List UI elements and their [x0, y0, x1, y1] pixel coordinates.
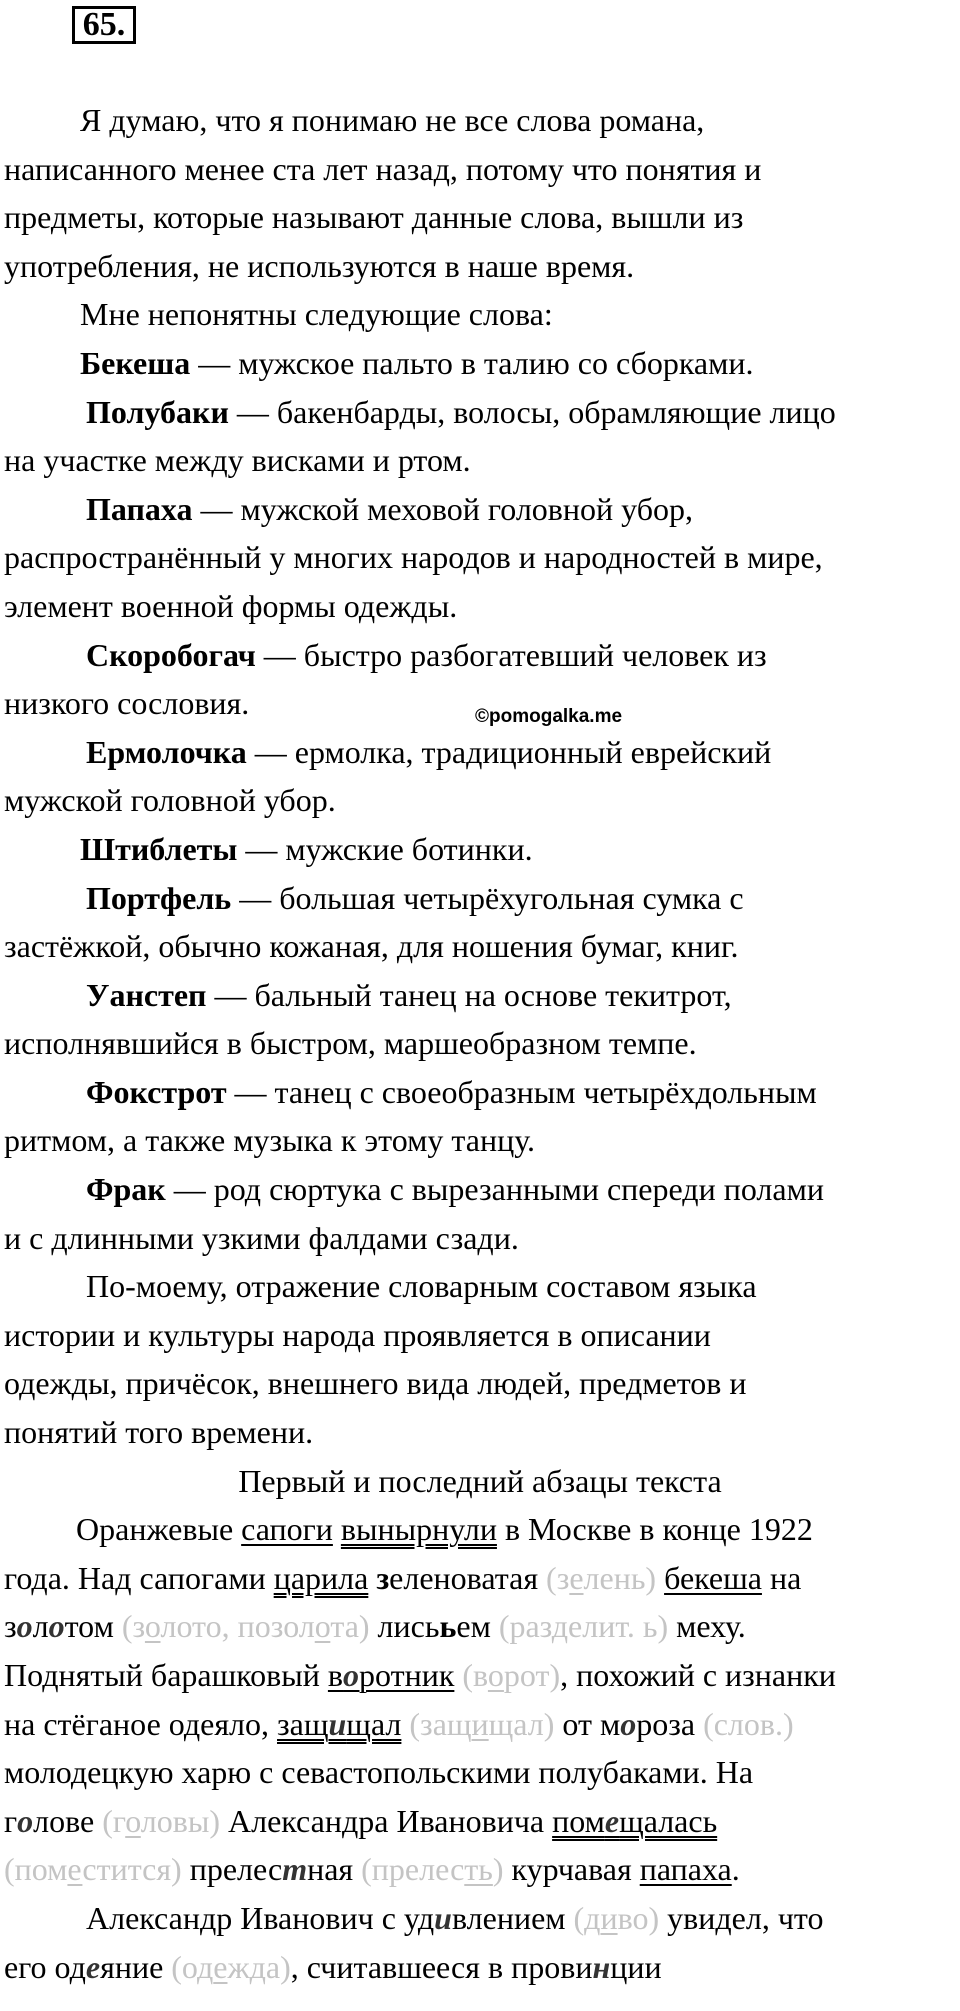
glossary-definition: большая четырёхугольная сумка с — [279, 879, 744, 916]
glossary-definition-cont: застёжкой, обычно кожаная, для ношения бумаг, книг. — [4, 928, 739, 965]
check-word: (диво) — [573, 1899, 660, 1936]
excerpt-line: на стёганое одеяло, защищал (защищал) от мороза (слов.) — [4, 1705, 794, 1742]
glossary-definition: род сюртука с вырезанными спереди полами — [213, 1171, 824, 1208]
excerpt-line: (поместится) прелестная (прелесть) курчавая папаха. — [4, 1851, 740, 1888]
glossary-entry: Уанстеп — бальный танец на основе текитрот, — [86, 976, 732, 1013]
excerpt-line: Оранжевые сапоги вынырнули в Москве в конце 1922 — [76, 1511, 813, 1548]
excerpt-line: Поднятый барашковый воротник (ворот), похожий с изнанки — [4, 1657, 836, 1693]
orthogram: о — [17, 1802, 34, 1839]
orthogram: н — [592, 1948, 611, 1985]
glossary-term: Фрак — [86, 1171, 166, 1208]
check-word: (прелесть) — [361, 1851, 504, 1888]
underlined-word: воротник — [327, 1657, 455, 1693]
glossary-entry: Папаха — мужской меховой головной убор, — [86, 490, 694, 527]
glossary-entry: Штиблеты — мужские ботинки. — [80, 830, 533, 867]
glossary-term: Портфель — [86, 879, 232, 916]
glossary-definition: мужское пальто в талию со сборками. — [238, 344, 754, 381]
intro-line: Я думаю, что я понимаю не все слова романа, — [80, 102, 705, 138]
glossary-entry: Бекеша — мужское пальто в талию со сборками. — [80, 344, 754, 381]
excerpt-line: года. Над сапогами царила зеленоватая (зелень) бекеша на — [4, 1559, 802, 1596]
glossary-definition: танец с своеобразным четырёхдольным — [274, 1073, 817, 1110]
check-word: (головы) — [102, 1802, 221, 1839]
check-word: (поместится) — [4, 1851, 182, 1888]
watermark: ©pomogalka.me — [475, 706, 623, 727]
glossary-definition: ермолка, традиционный еврейский — [294, 733, 772, 770]
glossary-term: Фокстрот — [86, 1073, 227, 1110]
glossary-definition-cont: на участке между висками и ртом. — [4, 442, 471, 479]
orthogram: о — [620, 1705, 637, 1742]
double-underlined-word: царила — [273, 1559, 369, 1596]
check-word: (ворот) — [462, 1657, 561, 1693]
glossary-entry: Фокстрот — танец с своеобразным четырёхдольным — [86, 1073, 817, 1110]
glossary-definition-cont: низкого сословия. — [4, 685, 250, 722]
check-word: (золото, позолота) — [121, 1608, 370, 1645]
glossary-definition-cont: распространённый у многих народов и народностей в мире, — [4, 539, 823, 576]
glossary-definition-cont: и с длинными узкими фалдами сзади. — [4, 1219, 519, 1256]
check-word: (одежда) — [171, 1948, 291, 1985]
check-word: (слов.) — [703, 1705, 794, 1742]
exercise-number: 65. — [72, 6, 136, 44]
glossary-entry: Фрак — род сюртука с вырезанными спереди полами — [86, 1171, 824, 1208]
glossary-definition-cont: мужской головной убор. — [4, 782, 336, 819]
underlined-word: папаха — [639, 1851, 732, 1888]
orthogram: з — [376, 1559, 390, 1596]
underlined-word: сапоги — [241, 1511, 333, 1548]
excerpt-line: золотом (золото, позолота) лисььем (разделит. ь) меху. — [4, 1608, 746, 1645]
excerpt-line: его одеяние (одежда), считавшееся в провинции — [4, 1948, 662, 1985]
glossary-definition: мужской меховой головной убор, — [240, 490, 694, 527]
conclusion-line: истории и культуры народа проявляется в описании — [4, 1316, 711, 1353]
glossary-term: Ермолочка — [86, 733, 247, 770]
glossary-definition: бакенбарды, волосы, обрамляющие лицо — [276, 393, 836, 430]
glossary-entry: Портфель — большая четырёхугольная сумка с — [86, 879, 744, 916]
orthogram: е — [85, 1948, 101, 1985]
lead-line: Мне непонятны следующие слова: — [80, 296, 553, 333]
glossary-term: Полубаки — [86, 393, 229, 430]
intro-line: употребления, не используются в наше время. — [4, 247, 635, 284]
underlined-word: бекеша — [664, 1559, 762, 1596]
orthogram: ь — [439, 1608, 457, 1645]
orthogram: т — [282, 1851, 308, 1888]
check-word: (защищал) — [409, 1705, 555, 1742]
orthogram: и — [434, 1899, 452, 1936]
glossary-entry: Ермолочка — ермолка, традиционный еврейский — [86, 733, 772, 770]
conclusion-line: По-моему, отражение словарным составом языка — [86, 1268, 757, 1305]
conclusion-line: одежды, причёсок, внешнего вида людей, предметов и — [4, 1365, 747, 1402]
check-word: (разделит. ь) — [498, 1608, 669, 1645]
glossary-entry: Скоробогач — быстро разбогатевший человек из — [86, 636, 767, 673]
double-underlined-word: защищал — [277, 1705, 402, 1742]
intro-line: написанного менее ста лет назад, потому что понятия и — [4, 150, 762, 187]
excerpt-line: молодецкую харю с севастопольскими полубаками. На — [4, 1754, 754, 1791]
section-title: Первый и последний абзацы текста — [238, 1462, 722, 1499]
glossary-term: Скоробогач — [86, 636, 256, 673]
excerpt-line: голове (головы) Александра Ивановича помещалась — [4, 1802, 718, 1839]
glossary-term: Бекеша — [80, 344, 191, 381]
glossary-term: Уанстеп — [86, 976, 207, 1013]
glossary-definition-cont: элемент военной формы одежды. — [4, 587, 458, 624]
intro-line: предметы, которые называют данные слова, вышли из — [4, 199, 744, 236]
double-underlined-word: помещалась — [552, 1802, 718, 1839]
glossary-definition-cont: исполнявшийся в быстром, маршеобразном темпе. — [4, 1025, 697, 1062]
glossary-definition-cont: ритмом, а также музыка к этому танцу. — [4, 1122, 535, 1159]
glossary-entry: Полубаки — бакенбарды, волосы, обрамляющие лицо — [86, 393, 836, 430]
glossary-term: Штиблеты — [80, 830, 238, 867]
glossary-definition: бальный танец на основе текитрот, — [254, 976, 732, 1013]
glossary-definition: мужские ботинки. — [285, 830, 533, 867]
orthogram: о — [16, 1608, 33, 1645]
document-body — [0, 96, 960, 1991]
glossary-term: Папаха — [86, 490, 193, 527]
check-word: (зелень) — [546, 1559, 657, 1596]
excerpt-line: Александр Иванович с удивлением (диво) увидел, что — [86, 1899, 824, 1936]
glossary-definition: быстро разбогатевший человек из — [303, 636, 767, 673]
conclusion-line: понятий того времени. — [4, 1414, 314, 1451]
double-underlined-word: вынырнули — [340, 1511, 497, 1548]
orthogram: о — [48, 1608, 65, 1645]
